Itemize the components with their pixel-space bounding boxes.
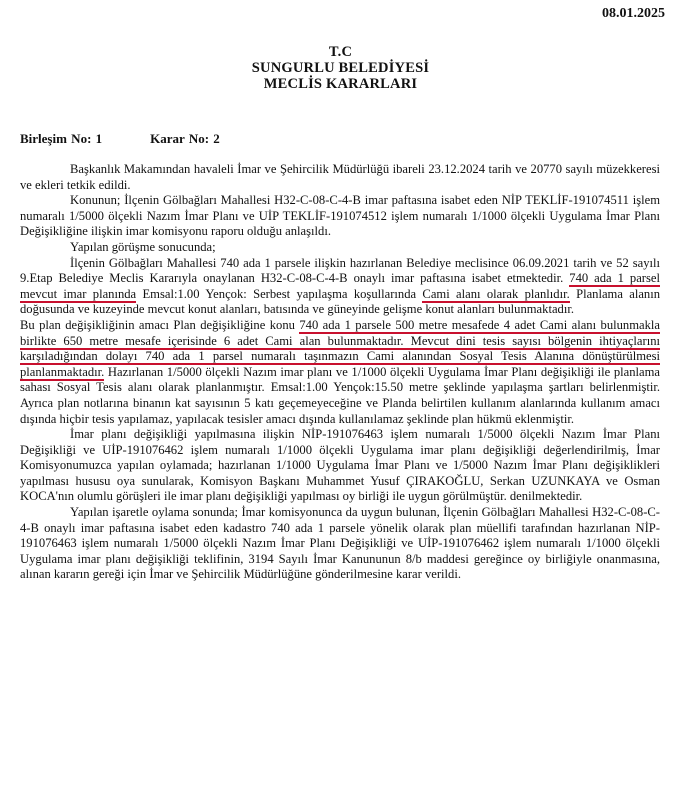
paragraph-subject: Konunun; İlçenin Gölbağları Mahallesi H32-C-08-C-4-B imar paftasına isabet eden NİP TEKLİF-191074511 işlem numaralı 1/5000 ölçekli Nazım İmar Planı ve UİP TEKLİF-191074512 işlem numaralı 1/1000 ölçekli Uygulama İmar Planı Değişikliğine ilişkin imar komisyonu raporu olduğu anlaşıldı. <box>20 193 660 239</box>
paragraph-referral: Başkanlık Makamından havaleli İmar ve Şehircilik Müdürlüğü ibareli 23.12.2024 tarih ve 20770 sayılı müzekkeresi ve ekleri tetkik edildi. <box>20 162 660 192</box>
session-info <box>20 131 220 147</box>
decision-number: Karar No: 2 <box>150 131 220 146</box>
decision-body <box>20 162 660 583</box>
paragraph-discussion-intro: Yapılan görüşme sonucunda; <box>70 239 216 254</box>
highlight-current-plan: 740 ada 1 parsel mevcut imar planında <box>20 271 660 301</box>
p5-text-a: Bu plan değişikliğinin amacı Plan değişikliğine konu <box>20 317 295 332</box>
document-date: 08.01.2025 <box>602 6 665 21</box>
document-header <box>0 44 681 92</box>
p4-text-a: İlçenin Gölbağları Mahallesi 740 ada 1 parsele ilişkin hazırlanan Belediye meclisince 06.09.2021 tarih ve 52 sayılı 9.Etap Belediye Meclis Kararıyla onaylanan H32-C-08-C-4-B onaylı imar paftasına isabet etmektedir. <box>20 255 660 286</box>
highlight-plan-purpose: 740 ada 1 parsele 500 metre mesafede 4 adet Cami alanı bulunmakla birlikte 650 metre mesafe içerisinde 6 adet Cami alan bulunmaktadır. Mevcut dini tesis sayısı bölgenin ihtiyaçlarını karşıladığından dolayı 740 ada 1 parsel numaralı taşınmazın Cami alanından Sosyal Tesis Alanına dönüştürülmesi planlanmaktadır. <box>20 317 660 379</box>
header-council-decisions: MECLİS KARARLARI <box>263 76 418 92</box>
highlight-mosque-area: Cami alanı olarak planlıdır. <box>422 286 570 301</box>
header-municipality: SUNGURLU BELEDİYESİ <box>251 60 430 76</box>
p4-text-c: Emsal:1.00 Yençok: Serbest yapılaşma koşullarında <box>142 286 417 301</box>
header-tc: T.C <box>328 44 353 60</box>
paragraph-final-decision: Yapılan işaretle oylama sonunda; İmar komisyonunca da uygun bulunan, İlçenin Gölbağları Mahallesi H32-C-08-C-4-B onaylı imar paftasına isabet eden kadastro 740 ada 1 parsele yönelik olarak plan müellifi tarafından hazırlanan NİP-191076463 işlem numaralı 1/5000 ölçekli Nazım İmar Planı Değişikliği ve UİP-191076462 işlem numaralı 1/1000 ölçekli Uygulama imar planı değişikliği teklifinin, 3194 Sayılı İmar Kanununun 8/b maddesi gereğince oy birliğiyle onanmasına, alınan kararın gereği için İmar ve Şehircilik Müdürlüğüne gönderilmesine karar verildi. <box>20 505 660 582</box>
p5-text-c: Hazırlanan 1/5000 ölçekli Nazım imar planı ve 1/1000 ölçekli Uygulama İmar Planı değişikliği ile planlama sahası Sosyal Tesis alanı olarak planlanmıştır. Emsal:1.00 Yençok:15.50 metre şeklinde yapılaşma şartları belirlenmiştir. Ayrıca plan notlarına binanın kat sayısının 5 katı geçemeyeceğine ve Planda belirtilen kullanım alanlarında kullanım amacı dışında hiçbir tesis yapılamaz, yapılacak tesisler amacı dışında kullanılamaz şeklinde plan hükmü eklenmiştir. <box>20 364 661 426</box>
paragraph-current-plan <box>20 256 660 318</box>
session-number: Birleşim No: 1 <box>20 131 103 146</box>
p4-text-e: Planlama alanın doğusunda ve kuzeyinde mevcut konut alanları, batısında ve güneyinde gelişme konut alanları bulunmaktadır. <box>20 286 661 317</box>
paragraph-plan-purpose <box>20 318 660 427</box>
paragraph-commission-review: İmar planı değişikliği yapılmasına ilişkin NİP-191076463 işlem numaralı 1/5000 ölçekli Nazım İmar Planı Değişikliği ve UİP-191076462 işlem numaralı 1/1000 ölçekli Uygulama imar planı değişikliği değerlendirilmiş, İmar Komisyonumuzca yapılan oylamada; hazırlanan 1/1000 Uygulama İmar Planı ve 1/5000 Nazım İmar Planı değişiklikleri yapılması hususu oya sunularak, Komisyon Başkanı Muhammet Yusuf ÇIRAKOĞLU, Serkan UZUNKAYA ve Osman KOCA'nın olumlu görüşleri ile imar planı değişikliği yapılması oy birliği ile uygun görülmüştür. denilmektedir. <box>20 427 660 504</box>
